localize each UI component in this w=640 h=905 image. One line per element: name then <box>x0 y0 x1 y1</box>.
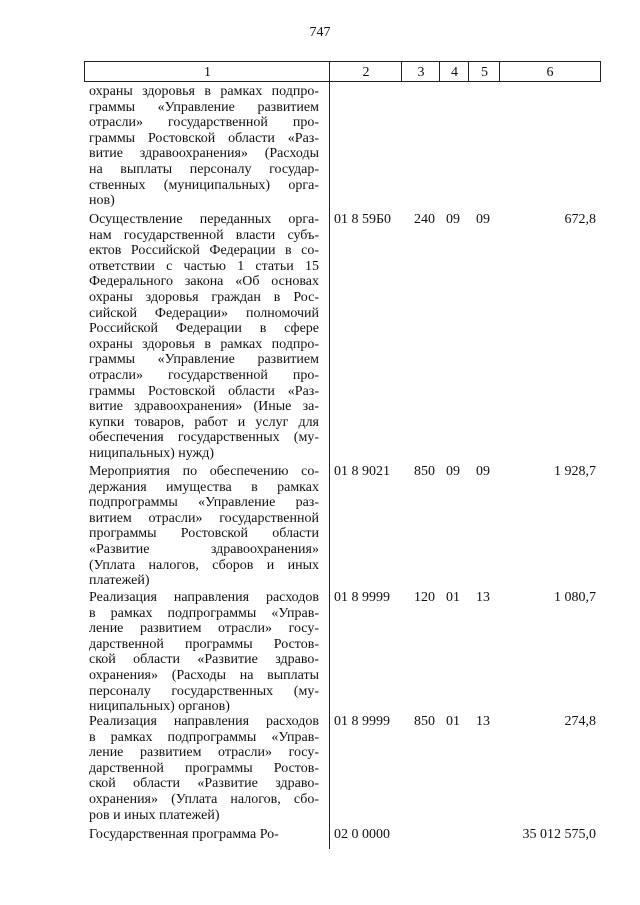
header-col-6: 6 <box>546 65 554 80</box>
column-divider <box>439 61 440 82</box>
description-line: персоналу государственных (му- <box>89 683 319 699</box>
description-line: держания имущества в рамках <box>89 479 319 495</box>
description-line: ственных (муниципальных) орга- <box>89 177 319 193</box>
description-line: (Уплата налогов, сборов и иных <box>89 557 319 573</box>
row-subsection: 09 <box>476 464 490 479</box>
description-line: ление развитием отрасли» госу- <box>89 745 319 761</box>
description-line: купки товаров, работ и услуг для <box>89 414 319 430</box>
row-code: 01 8 9021 <box>334 464 390 479</box>
description-line: ров и иных платежей) <box>89 807 220 823</box>
row-expense-type: 850 <box>414 464 435 479</box>
description-line: охранения» (Расходы на выплаты <box>89 667 319 683</box>
row-description <box>89 827 319 843</box>
description-line: витием отрасли» государственной <box>89 510 319 526</box>
row-code: 01 8 9999 <box>334 590 390 605</box>
description-line: охраны здоровья в рамках подпро- <box>89 336 319 352</box>
description-line: граммы Ростовской области «Раз- <box>89 383 319 399</box>
row-amount: 1 928,7 <box>554 464 596 479</box>
description-line: Российской Федерации в сфере <box>89 321 319 337</box>
row-code: 02 0 0000 <box>334 827 390 842</box>
description-line: нов) <box>89 193 115 209</box>
description-line: дарственной программы Ростов- <box>89 636 319 652</box>
column-divider <box>499 61 500 82</box>
row-section: 01 <box>446 590 460 605</box>
description-line: подпрограммы «Управление раз- <box>89 495 319 511</box>
row-description <box>89 84 319 209</box>
description-line: дарственной программы Ростов- <box>89 760 319 776</box>
description-line: ниципальных) органов) <box>89 699 230 715</box>
description-line: в рамках подпрограммы «Управ- <box>89 729 319 745</box>
row-expense-type: 240 <box>414 212 435 227</box>
column-divider <box>468 61 469 82</box>
description-line: ниципальных) нужд) <box>89 445 214 461</box>
description-line: Осуществление переданных орга- <box>89 212 319 227</box>
description-line: граммы Ростовской области «Раз- <box>89 130 319 146</box>
row-description <box>89 590 319 715</box>
description-line: ление развитием отрасли» госу- <box>89 621 319 637</box>
table-header <box>84 61 601 82</box>
description-line: нам государственной власти субъ- <box>89 227 319 243</box>
header-col-4: 4 <box>451 65 458 80</box>
description-line: платежей) <box>89 573 150 589</box>
header-col-1: 1 <box>204 65 211 80</box>
description-line: в рамках подпрограммы «Управ- <box>89 605 319 621</box>
description-line: Мероприятия по обеспечению со- <box>89 464 319 479</box>
header-col-2: 2 <box>362 65 370 80</box>
row-subsection: 13 <box>476 714 490 729</box>
row-amount: 274,8 <box>564 714 596 729</box>
description-line: витие здравоохранения» (Расходы <box>89 146 319 162</box>
column-divider <box>401 61 402 82</box>
row-section: 09 <box>446 212 460 227</box>
header-col-3: 3 <box>417 65 425 80</box>
description-line: отрасли» государственной про- <box>89 367 319 383</box>
description-line: на выплаты персоналу государ- <box>89 161 319 177</box>
row-code: 01 8 59Б0 <box>334 212 392 227</box>
column-divider <box>329 61 330 849</box>
description-line: программы Ростовской области <box>89 526 319 542</box>
row-expense-type: 850 <box>414 714 435 729</box>
row-subsection: 09 <box>476 212 490 227</box>
description-line: граммы «Управление развитием <box>89 352 319 368</box>
row-section: 09 <box>446 464 460 479</box>
row-code: 01 8 9999 <box>334 714 390 729</box>
description-line: витие здравоохранения» (Иные за- <box>89 399 319 415</box>
header-col-5: 5 <box>481 65 488 80</box>
description-line: ской области «Развитие здраво- <box>89 652 319 668</box>
row-section: 01 <box>446 714 460 729</box>
description-line: Федерального закона «Об основах <box>89 274 319 290</box>
description-line: Реализация направления расходов <box>89 590 319 605</box>
description-line: ектов Российской Федерации в со- <box>89 243 319 259</box>
description-line: отрасли» государственной про- <box>89 115 319 131</box>
description-line: ответствии с частью 1 статьи 15 <box>89 258 319 274</box>
row-amount: 35 012 575,0 <box>522 827 596 842</box>
description-line: охраны здоровья граждан в Рос- <box>89 289 319 305</box>
row-description <box>89 464 319 589</box>
description-line: обеспечения государственных (му- <box>89 430 319 446</box>
row-amount: 1 080,7 <box>554 590 596 605</box>
row-expense-type: 120 <box>414 590 435 605</box>
page-number: 747 <box>309 25 331 40</box>
description-line: «Развитие здравоохранения» <box>89 541 319 557</box>
description-line: охранения» (Уплата налогов, сбо- <box>89 791 319 807</box>
description-line: охраны здоровья в рамках подпро- <box>89 84 319 99</box>
row-description <box>89 714 319 823</box>
row-subsection: 13 <box>476 590 490 605</box>
row-description <box>89 212 319 462</box>
description-line: ской области «Развитие здраво- <box>89 776 319 792</box>
description-line: Реализация направления расходов <box>89 714 319 729</box>
description-line: граммы «Управление развитием <box>89 99 319 115</box>
row-amount: 672,8 <box>564 212 596 227</box>
description-line: Государственная программа Ро- <box>89 827 279 842</box>
description-line: сийской Федерации» полномочий <box>89 305 319 321</box>
budget-table <box>84 61 601 849</box>
